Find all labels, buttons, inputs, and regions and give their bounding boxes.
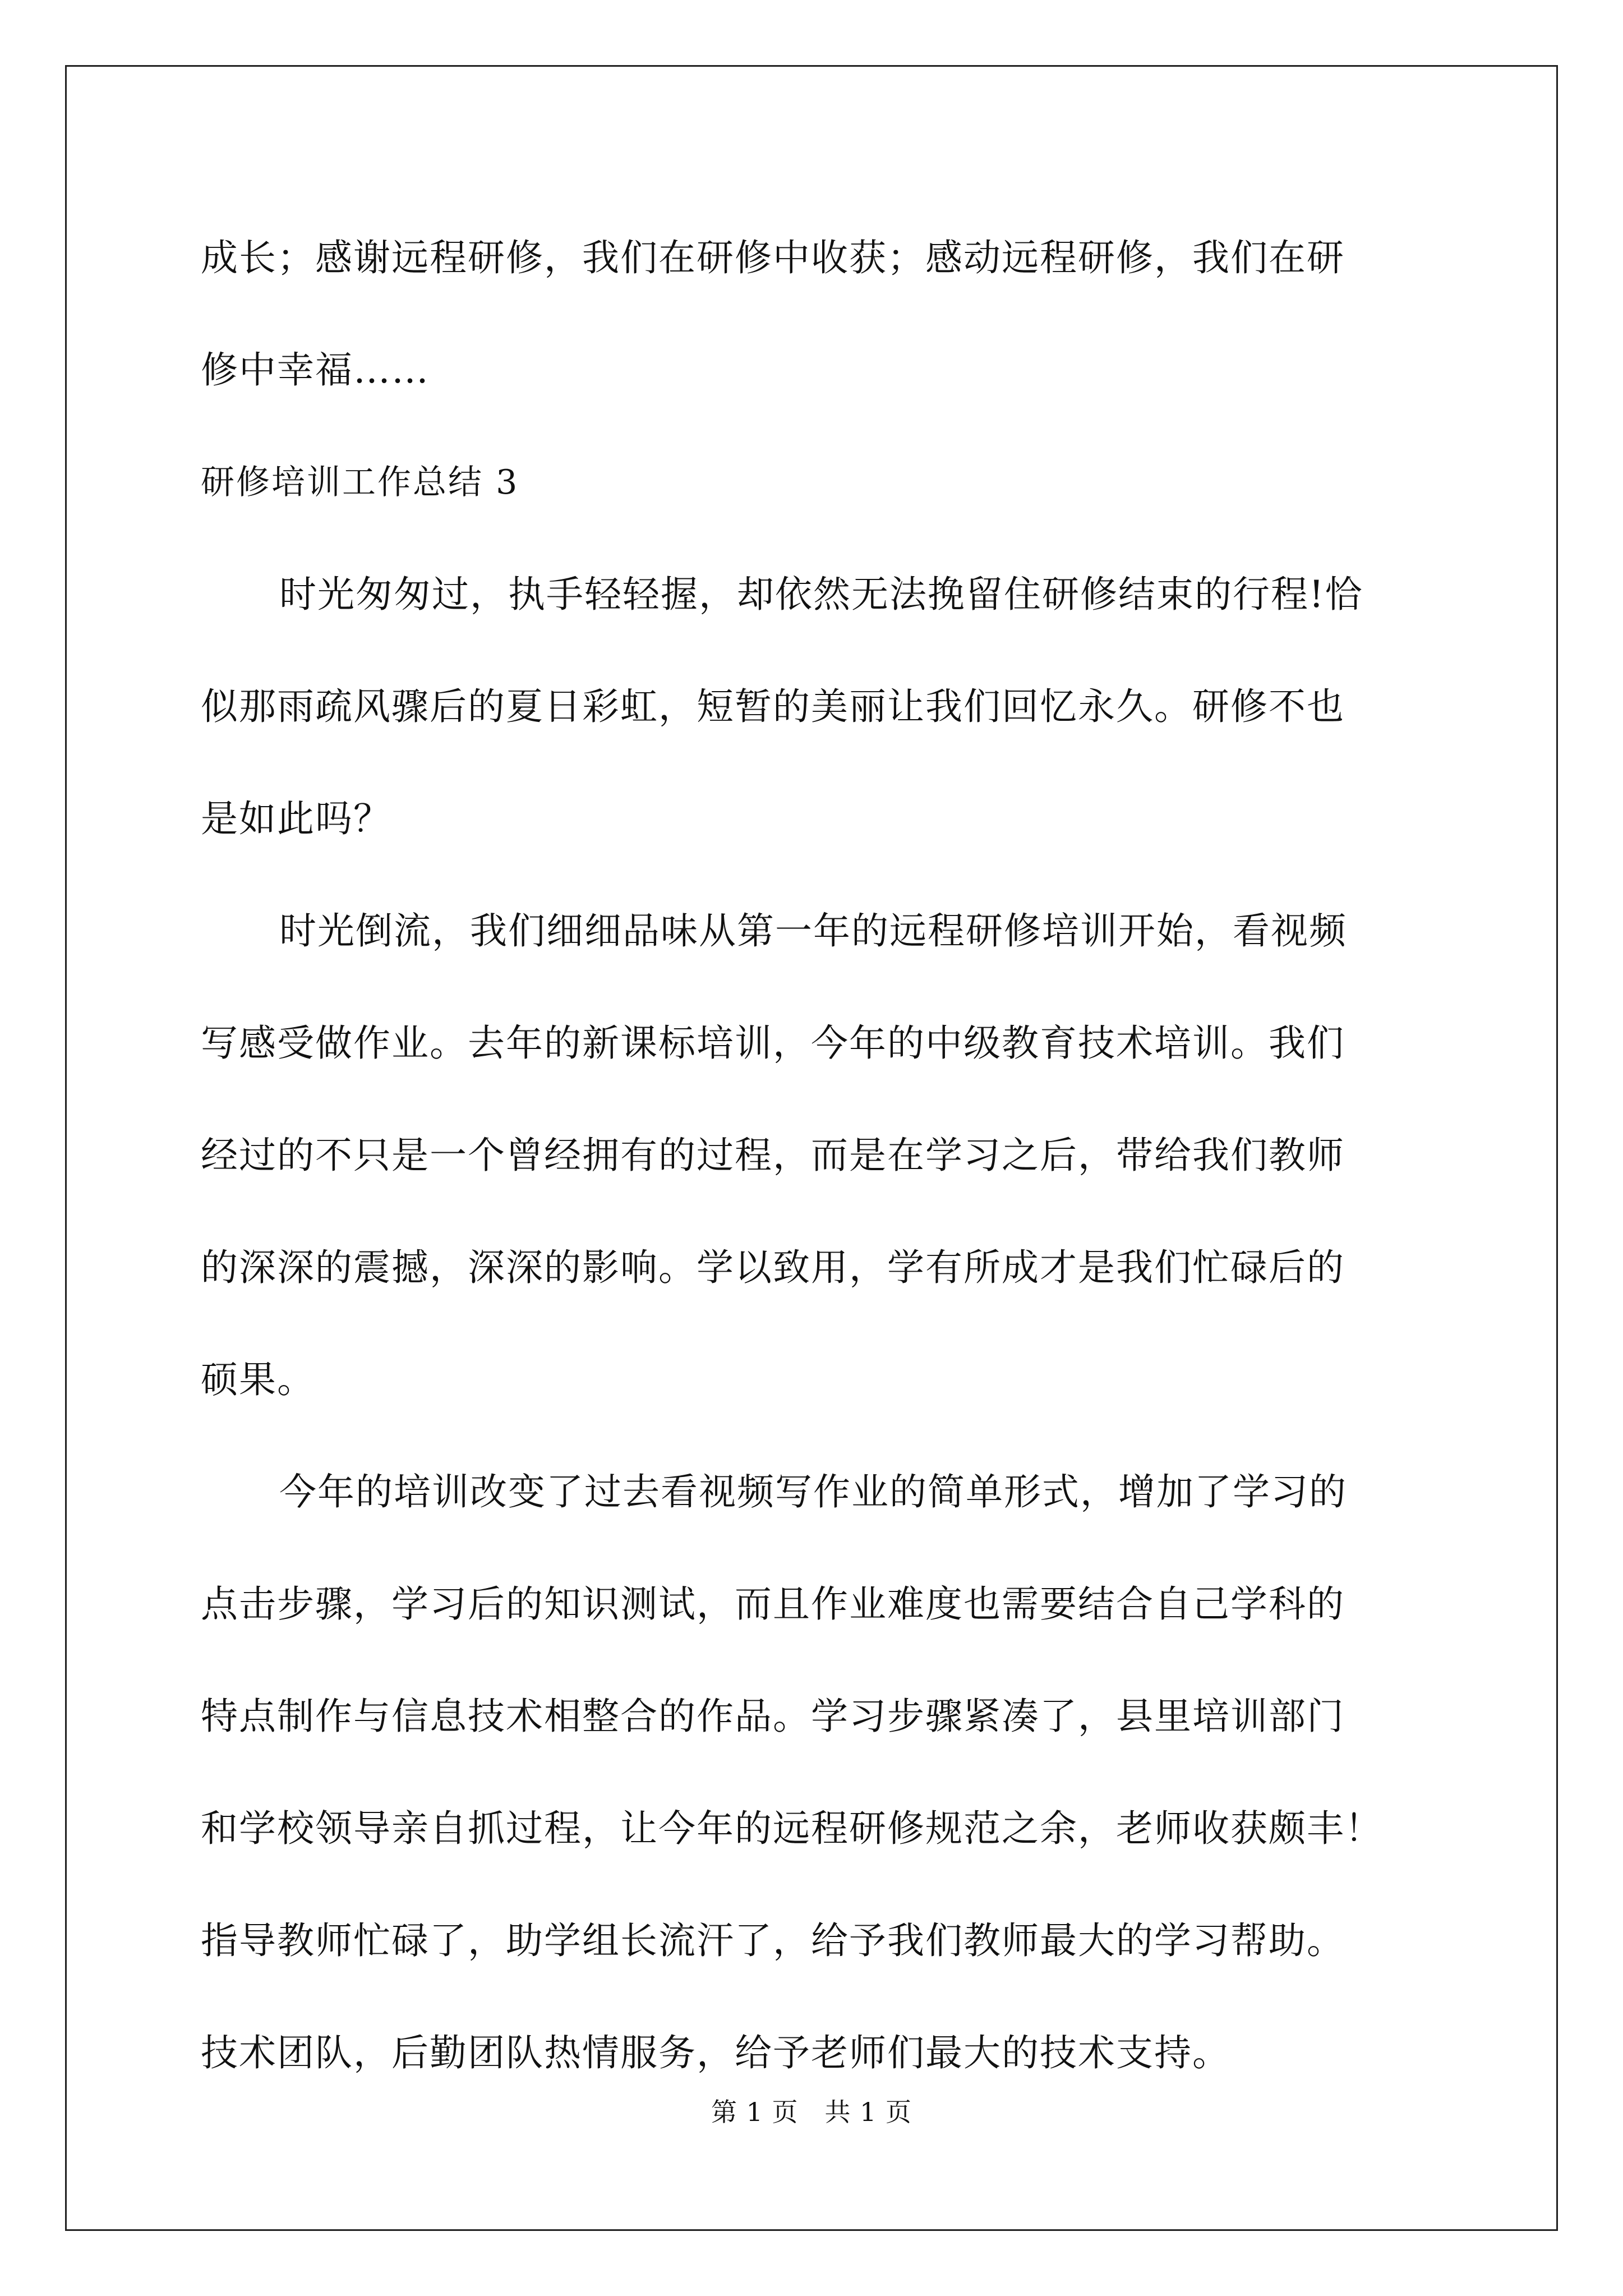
- paragraph-line: 似那雨疏风骤后的夏日彩虹，短暂的美丽让我们回忆永久。研修不也: [201, 685, 1345, 728]
- paragraph-line: 点击步骤，学习后的知识测试，而且作业难度也需要结合自己学科的: [201, 1582, 1345, 1626]
- paragraph-line: 写感受做作业。去年的新课标培训，今年的中级教育技术培训。我们: [201, 1022, 1345, 1065]
- section-heading: 研修培训工作总结 3: [201, 463, 519, 502]
- paragraph-line: 成长；感谢远程研修，我们在研修中收获；感动远程研修，我们在研: [201, 236, 1345, 279]
- paragraph-line: 技术团队，后勤团队热情服务，给予老师们最大的技术支持。: [201, 2031, 1230, 2074]
- paragraph-line: 指导教师忙碌了，助学组长流汗了，给予我们教师最大的学习帮助。: [201, 1919, 1345, 1962]
- paragraph-line: 的深深的震撼，深深的影响。学以致用，学有所成才是我们忙碌后的: [201, 1246, 1345, 1289]
- page-footer: 第 1 页 共 1 页: [711, 2097, 912, 2127]
- document-body: [201, 202, 1435, 2109]
- paragraph-line: 今年的培训改变了过去看视频写作业的简单形式，增加了学习的: [279, 1470, 1347, 1513]
- paragraph-line: 时光倒流，我们细细品味从第一年的远程研修培训开始，看视频: [279, 909, 1347, 953]
- paragraph-line: 是如此吗？: [201, 797, 391, 840]
- paragraph-line: 特点制作与信息技术相整合的作品。学习步骤紧凑了，县里培训部门: [201, 1695, 1345, 1738]
- paragraph-line: 修中幸福……: [201, 348, 430, 392]
- paragraph-line: 和学校领导亲自抓过程，让今年的远程研修规范之余，老师收获颇丰！: [201, 1807, 1383, 1850]
- paragraph-line: 经过的不只是一个曾经拥有的过程，而是在学习之后，带给我们教师: [201, 1134, 1345, 1177]
- paragraph-line: 硕果。: [201, 1358, 315, 1401]
- paragraph-line: 时光匆匆过，执手轻轻握，却依然无法挽留住研修结束的行程!恰: [279, 573, 1363, 616]
